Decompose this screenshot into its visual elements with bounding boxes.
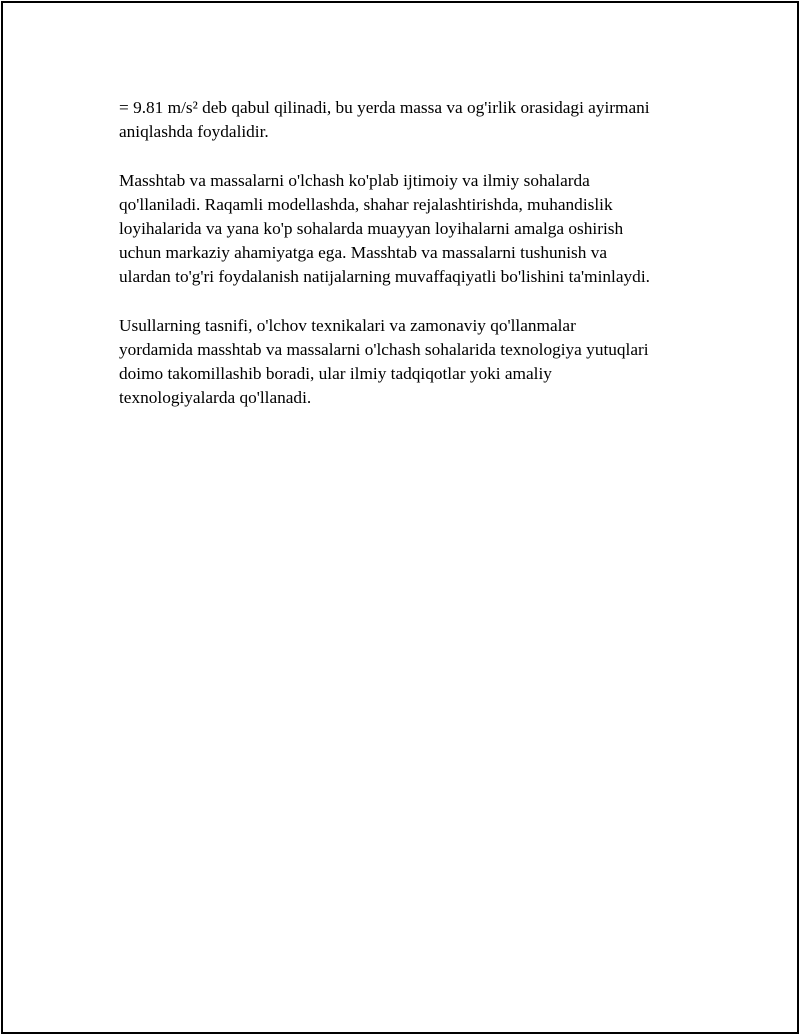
text-line: loyihalarida va yana ko'p sohalarda muayyan loyihalarni amalga oshirish: [119, 219, 624, 238]
text-line: yordamida masshtab va massalarni o'lchash sohalarida texnologiya yutuqlari: [119, 340, 649, 359]
text-line: aniqlashda foydalidir.: [119, 122, 269, 142]
text-line: Masshtab va massalarni o'lchash ko'plab ijtimoiy va ilmiy sohalarda: [119, 170, 590, 190]
text-line: = 9.81 m/s² deb qabul qilinadi, bu yerda massa va og'irlik orasidagi ayirmani: [119, 98, 650, 117]
paragraph-2: [119, 169, 699, 290]
document-body: [119, 96, 699, 435]
text-line: ulardan to'g'ri foydalanish natijalarning muvaffaqiyatli bo'lishini ta'minlaydi.: [119, 267, 650, 287]
text-line: doimo takomillashib boradi, ular ilmiy tadqiqotlar yoki amaliy: [119, 364, 552, 384]
paragraph-1: [119, 96, 699, 144]
text-line: Usullarning tasnifi, o'lchov texnikalari va zamonaviy qo'llanmalar: [119, 315, 576, 335]
text-line: texnologiyalarda qo'llanadi.: [119, 388, 312, 408]
text-line: uchun markaziy ahamiyatga ega. Masshtab va massalarni tushunish va: [119, 243, 608, 263]
text-line: qo'llaniladi. Raqamli modellashda, shahar rejalashtirishda, muhandislik: [119, 194, 613, 214]
document-page: [1, 1, 799, 1034]
paragraph-3: [119, 314, 699, 411]
